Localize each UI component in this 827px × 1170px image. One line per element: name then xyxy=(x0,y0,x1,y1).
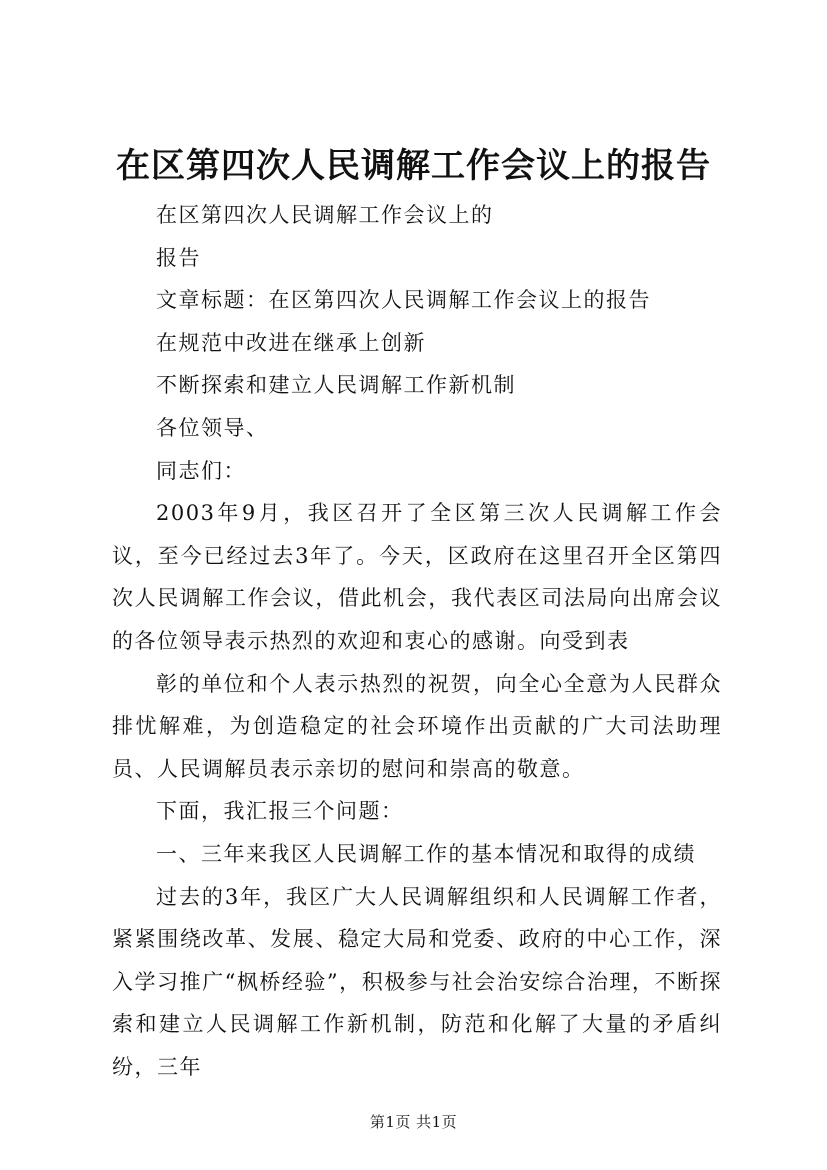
section-heading: 一、三年来我区人民调解工作的基本情况和取得的成绩 xyxy=(156,841,696,866)
document-title: 在区第四次人民调解工作会议上的报告 xyxy=(116,146,711,186)
body-line: 在区第四次人民调解工作会议上的 xyxy=(156,203,494,227)
salutation-line: 同志们： xyxy=(156,458,246,483)
salutation-line: 各位领导、 xyxy=(156,415,269,440)
body-paragraph: 彰的单位和个人表示热烈的祝贺，向全心全意为人民群众排忧解难，为创造稳定的社会环境作出贡献的广大司法助理员、人民调解员表示亲切的慰问和崇高的敬意。 xyxy=(112,671,722,781)
article-title-line: 文章标题：在区第四次人民调解工作会议上的报告 xyxy=(156,288,651,313)
body-paragraph: 2003年9月，我区召开了全区第三次人民调解工作会议，至今已经过去3年了。今天，区政府在这里召开全区第四次人民调解工作会议，借此机会，我代表区司法局向出席会议的各位领导表示热烈的欢迎和衷心的感谢。向受到表 xyxy=(112,501,722,653)
subtitle-line: 不断探索和建立人民调解工作新机制 xyxy=(156,373,516,398)
body-line: 报告 xyxy=(156,245,201,270)
body-paragraph: 过去的3年，我区广大人民调解组织和人民调解工作者，紧紧围绕改革、发展、稳定大局和党委、政府的中心工作，深入学习推广“枫桥经验”，积极参与社会治安综合治理，不断探索和建立人民调解工作新机制，防范和化解了大量的矛盾纠纷，三年 xyxy=(112,884,722,1079)
body-paragraph: 下面，我汇报三个问题： xyxy=(156,799,404,824)
subtitle-line: 在规范中改进在继承上创新 xyxy=(156,330,426,355)
page-footer: 第1页 共1页 xyxy=(369,1113,458,1131)
document-body xyxy=(112,194,722,1088)
